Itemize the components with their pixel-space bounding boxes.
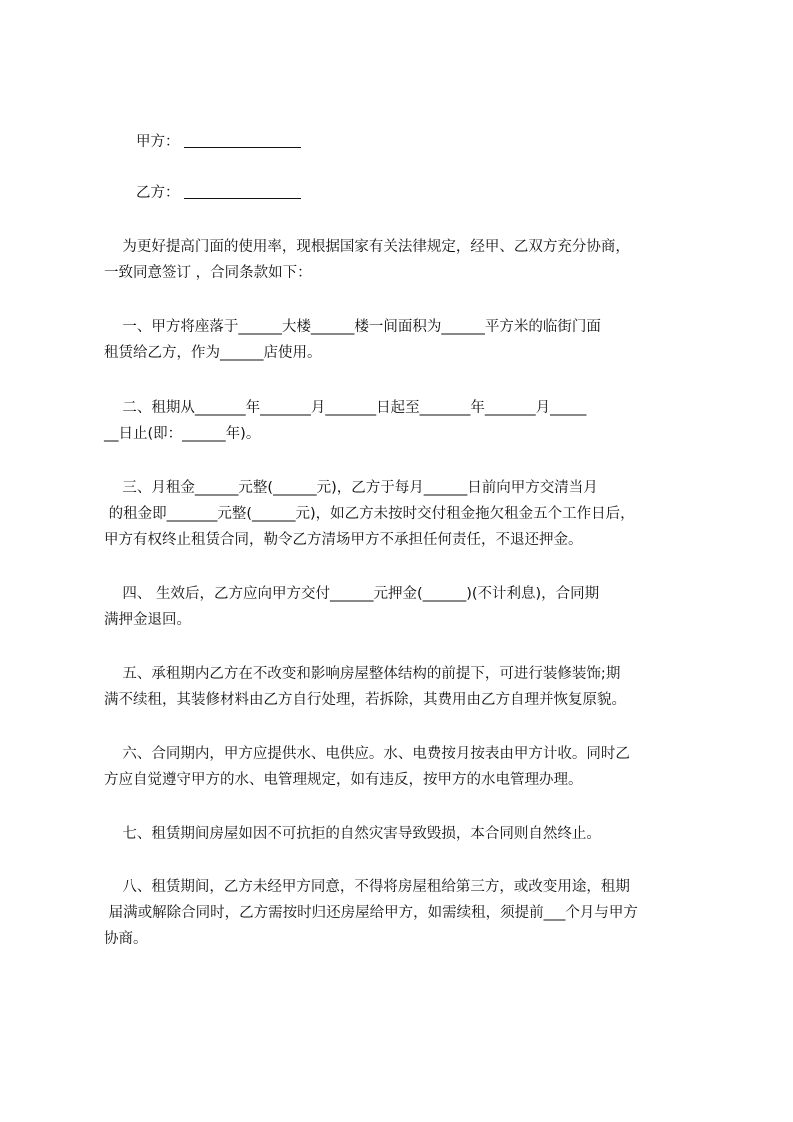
paragraph-line: 为更好提高门面的使用率，现根据国家有关法律规定，经甲、乙双方充分协商， (104, 239, 630, 255)
paragraph-line: 的租金即_______元整(______元)，如乙方未按时交付租金拖欠租金五个工作日后， (104, 506, 635, 522)
party-b-field (136, 183, 301, 203)
party-b-blank (184, 184, 301, 199)
paragraph-line: 租赁给乙方，作为______店使用。 (104, 345, 322, 361)
clause-4-paragraph (104, 581, 704, 633)
party-a-field (136, 132, 301, 152)
paragraph-line: 方应自觉遵守甲方的水、电管理规定，如有违反，按甲方的水电管理办理。 (104, 772, 583, 788)
paragraph-line: 甲方有权终止租赁合同，勒令乙方清场甲方不承担任何责任，不退还押金。 (104, 532, 583, 548)
party-b-label: 乙方： (136, 185, 180, 201)
paragraph-line: 三、月租金______元整(______元)，乙方于每月______日前向甲方交清当月 (104, 480, 598, 496)
paragraph-line: 七、租赁期间房屋如因不可抗拒的自然灾害导致毁损，本合同则自然终止。 (104, 826, 601, 842)
paragraph-line: 满不续租，其装修材料由乙方自行处理，若拆除，其费用由乙方自理并恢复原貌。 (104, 692, 626, 708)
clause-3-paragraph (104, 475, 704, 553)
clause-8-paragraph (104, 874, 704, 952)
paragraph-line: 届满或解除合同时，乙方需按时归还房屋给甲方，如需续租，须提前___个月与甲方 (104, 905, 638, 921)
paragraph-line: 满押金退回。 (104, 612, 191, 628)
paragraph-line: 协商。 (104, 931, 148, 947)
paragraph-line: 六、合同期内，甲方应提供水、电供应。水、电费按月按表由甲方计收。同时乙 (104, 746, 630, 762)
paragraph-line: 八、租赁期间，乙方未经甲方同意，不得将房屋租给第三方，或改变用途，租期 (104, 879, 630, 895)
paragraph-line: 四、 生效后，乙方应向甲方交付______元押金(______)(不计利息)，合同期 (104, 586, 600, 602)
party-a-blank (184, 133, 301, 148)
clause-1-paragraph (104, 314, 704, 366)
paragraph-line: 一、甲方将座落于______大楼______楼一间面积为______平方米的临街门面 (104, 319, 601, 335)
paragraph-line: 一致同意签订 ，合同条款如下： (104, 265, 312, 281)
paragraph-line: 二、租期从_______年_______月_______日起至_______年_______月_____ (104, 400, 587, 416)
clause-7-paragraph (104, 821, 704, 847)
preamble-paragraph (104, 234, 704, 286)
party-a-label: 甲方： (136, 134, 180, 150)
clause-6-paragraph (104, 741, 704, 793)
paragraph-line: __日止(即：______年)。 (104, 426, 261, 442)
clause-5-paragraph (104, 661, 704, 713)
clause-2-paragraph (104, 395, 704, 447)
paragraph-line: 五、承租期内乙方在不改变和影响房屋整体结构的前提下，可进行装修装饰;期 (104, 666, 621, 682)
